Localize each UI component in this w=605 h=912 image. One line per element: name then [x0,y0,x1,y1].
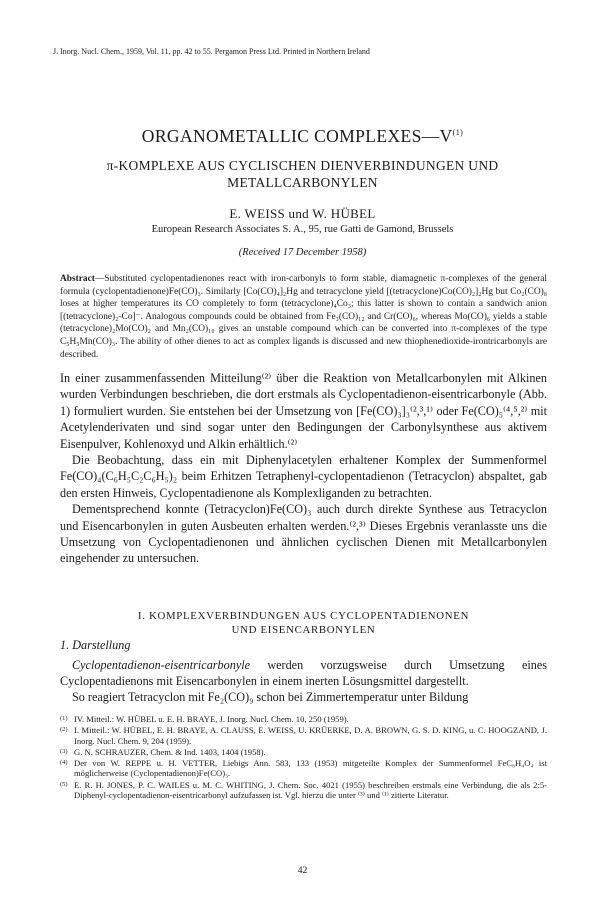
footnote-text: IV. Mitteil.: W. HÜBEL u. E. H. BRAYE, J. Inorg. Nucl. Chem. 10, 250 (1959). [74,714,349,724]
journal-header: J. Inorg. Nucl. Chem., 1959, Vol. 11, pp. 42 to 55. Pergamon Press Ltd. Printed in Northern Ireland [53,47,370,56]
footnote-mark: (5) [60,780,68,788]
title-text: ORGANOMETALLIC COMPLEXES—V [141,126,453,146]
footnote-text: E. R. H. JONES, P. C. WAILES u. M. C. WHITING, J. Chem. Soc. 4021 (1955) beschreiben erstmals eine Verbindung, die als 2:5-Diphenyl-cyclopentadienon-eisentricarbonyl aufzufassen ist. Vgl. hierzu die unter ⁽³⁾ und ⁽¹⁾ zitierte Literatur. [74,779,547,801]
subtitle-line-1: π-KOMPLEXE AUS CYCLISCHEN DIENVERBINDUNGEN UND [106,158,499,173]
footnote [60,725,547,746]
section-paragraph-1-italic: Cyclopentadienon-eisentricarbonyle [72,658,251,672]
article-subtitle [60,157,545,191]
abstract [60,273,547,361]
footnote [60,758,547,779]
footnote-text: I. Mitteil.: W. HÜBEL, E. H. BRAYE, A. CLAUSS, E. WEISS, U. KRÜERKE, D. A. BROWN, G. S. D. KING, u. C. HOOGZAND, J. Inorg. Nucl. Chem. 9, 204 (1959). [74,725,547,746]
body-paragraph-1: In einer zusammenfassenden Mitteilung⁽²⁾ über die Reaktion von Metallcarbonylen mit Alkinen wurden Verbindungen beschrieben, die dort erstmals als Cyclopentadienon-eisentricarbonyle (Abb. 1) formuliert wurden. Sie entstehen bei der Umsetzung von [Fe(CO)₃]₃⁽²,³,¹⁾ oder Fe(CO)₅⁽⁴,⁵,²⁾ mit Acetylenderivaten und sind sogar unter den Bedingungen der Carbonylsynthese aus aktivem Eisenpulver, Kohlenoxyd und Alkin erhältlich.⁽²⁾ [60,371,547,451]
body-text [60,370,547,567]
body-paragraph-2: Die Beobachtung, dass ein mit Diphenylacetylen erhaltener Komplex der Summenformel Fe(CO)₄(C₆H₅C₂C₆H₅)₂ beim Erhitzen Tetraphenyl-cyclopentadienon (Tetracyclon) abspaltet, gab den ersten Hinweis, Cyclopentadienone als Komplexliganden zu betrachten. [60,453,547,500]
abstract-label: Abstract [60,274,95,284]
body-paragraph-3: Dementsprechend konnte (Tetracyclon)Fe(CO)₃ auch durch direkte Synthese aus Tetracyclon und Eisencarbonylen in guten Ausbeuten erhalten werden.⁽²,³⁾ Dieses Ergebnis veranlasste uns die Umsetzung von Cyclopentadienonen und ähnlichen cyclischen Dienen mit Metallcarbonylen eingehender zu untersuchen. [60,502,547,566]
author-affiliation: European Research Associates S. A., 95, rue Gatti de Gamond, Brussels [151,224,454,235]
footnote-mark: (2) [60,726,68,734]
page-number: 42 [297,866,308,876]
footnote-text: G. N. SCHRAUZER, Chem. & Ind. 1403, 1404 (1958). [74,746,266,757]
section-heading-line-2: UND EISENCARBONYLEN [231,624,376,636]
section-paragraph-2: So reagiert Tetracyclon mit Fe₂(CO)₉ schon bei Zimmertemperatur unter Bildung [72,690,469,705]
author-names: E. WEISS und W. HÜBEL [229,206,376,221]
footnote [60,780,547,801]
section-paragraph-1 [60,657,547,689]
section-heading [60,609,547,637]
footnote-mark: (3) [60,747,68,755]
article-title [0,126,605,147]
footnote [60,747,547,758]
footnote-mark: (1) [60,715,68,722]
section-paragraph-1-rest: werden vorzugsweise durch Umsetzung eines Cyclopentadienons mit Eisencarbonylen in einem inerten Lösungsmittel dargestellt. [60,658,547,689]
footnote [60,714,547,725]
footnote-mark: (4) [60,758,68,766]
footnote-text: Der von W. REPPE u. H. VETTER, Liebigs Ann. 583, 133 (1953) mitgeteilte Komplex der Summenformel FeC₈H₄O₄ ist möglicherweise (Cyclopentadienon)Fe(CO)₃. [74,757,547,779]
subsection-heading: 1. Darstellung [60,638,131,652]
title-ref-mark: (1) [452,128,464,137]
subtitle-line-2: METALLCARBONYLEN [227,175,378,190]
section-heading-line-1: I. KOMPLEXVERBINDUNGEN AUS CYCLOPENTADIENONEN [137,610,470,622]
section-body [60,657,547,706]
received-date: (Received 17 December 1958) [238,247,367,258]
footnotes [60,714,547,801]
abstract-text: —Substituted cyclopentadienones react with iron-carbonyls to form stable, diamagnetic π-complexes of the general formula (cyclopentadienone)Fe(CO)₃. Similarly [Co(CO)₄]₂Hg and tetracyclone yield [(tetracyclone)Co(CO)₂]₂Hg but Co₂(CO)₈ loses at higher temperatures its CO completely to form (tetracyclone)₄Co₃; this latter is shown to contain a sandwich anion [(tetracyclone)₂-Co]⁻. Analogous compounds could be obtained from Fe₃(CO)₁₂ and Cr(CO)₆, whereas Mo(CO)₆ yields a stable (tetracyclone)₂Mo(CO)₂ and Mn₂(CO)₁₀ gives an unstable compound which can be converted into π-complexes of the type C₅H₅Mn(CO)₃. The ability of other dienes to act as complex ligands is discussed and new thiophenedioxide-irontricarbonyls are described. [60,274,547,360]
